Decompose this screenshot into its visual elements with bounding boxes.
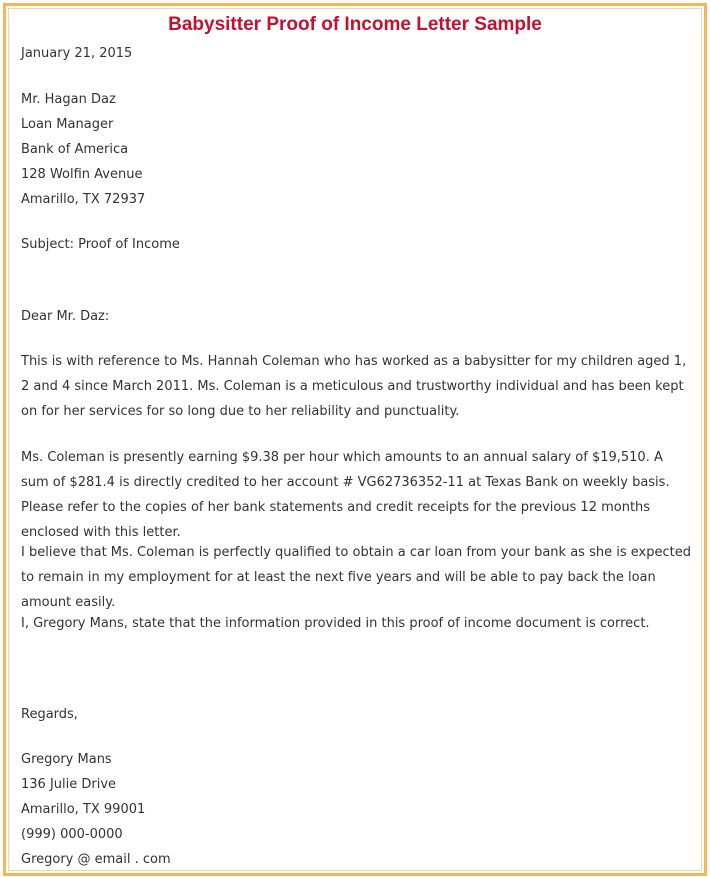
sender-name: Gregory Mans [21,752,112,767]
sender-phone: (999) 000-0000 [21,827,123,842]
page-border-inner [8,8,702,871]
sender-city: Amarillo, TX 99001 [21,802,146,817]
paragraph-salary: Ms. Coleman is presently earning $9.38 per hour which amounts to an annual salary of $19,510. A sum of $281.4 is directly credited to her account # VG62736352-11 at Texas Bank on weekly basis. Please refer to the copies of her bank statements and credit receipts for the previous 12 months enclosed with this letter. [21,450,670,540]
recipient-street: 128 Wolfin Avenue [21,167,143,182]
paragraph-statement: I, Gregory Mans, state that the information provided in this proof of income document is correct. [21,616,650,631]
sender-email: Gregory @ email . com [21,852,171,867]
letter-date: January 21, 2015 [21,46,133,61]
letter-subject: Subject: Proof of Income [21,237,180,252]
sender-street: 136 Julie Drive [21,777,117,792]
letter-salutation: Dear Mr. Daz: [21,309,110,324]
recipient-company: Bank of America [21,142,129,157]
letter-closing: Regards, [21,707,78,722]
recipient-name: Mr. Hagan Daz [21,92,116,107]
paragraph-reference: This is with reference to Ms. Hannah Coleman who has worked as a babysitter for my children aged 1, 2 and 4 since March 2011. Ms. Coleman is a meticulous and trustworthy individual and has been kept on for her services for so long due to her reliability and punctuality. [21,354,687,419]
page-title: Babysitter Proof of Income Letter Sample [168,14,542,35]
paragraph-qualification: I believe that Ms. Coleman is perfectly qualified to obtain a car loan from your bank as she is expected to remain in my employment for at least the next five years and will be able to pay back the loan amount easily. [21,545,691,610]
recipient-city: Amarillo, TX 72937 [21,192,146,207]
recipient-position: Loan Manager [21,117,114,132]
